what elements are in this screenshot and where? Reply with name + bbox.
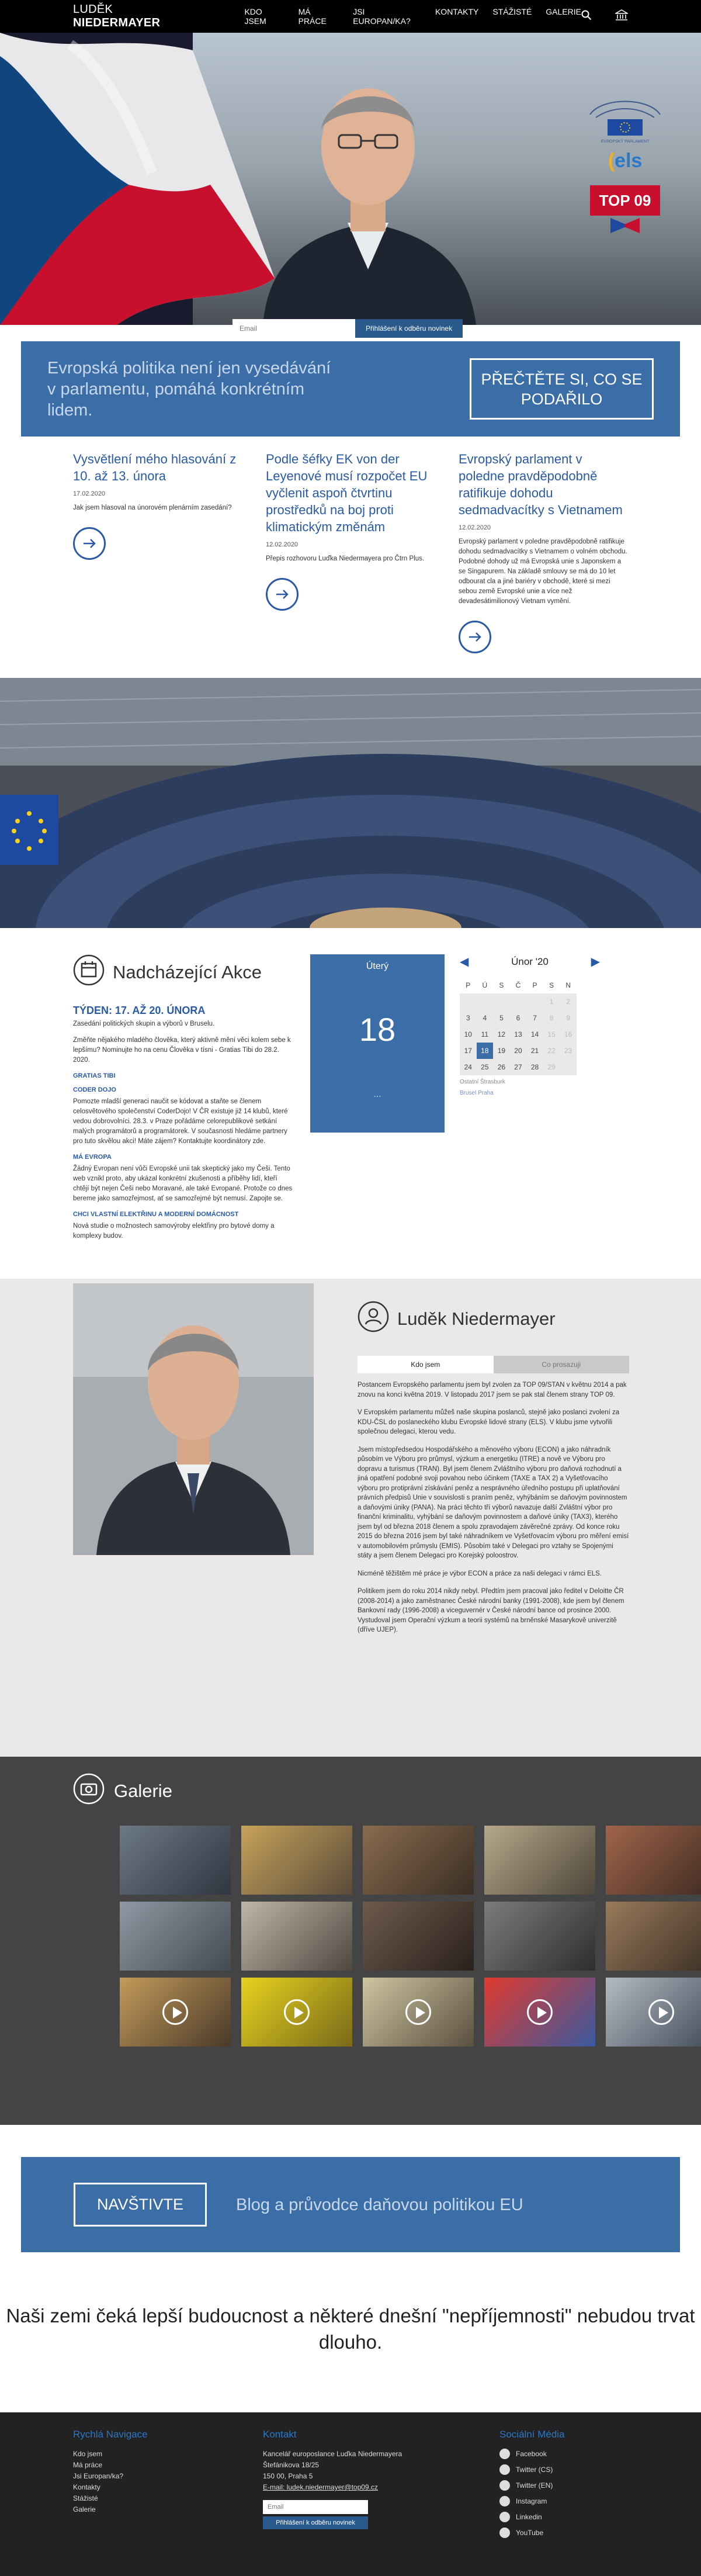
twitter-icon — [499, 2480, 510, 2491]
social-label: Instagram — [516, 2497, 547, 2505]
calendar-day[interactable]: 20 — [510, 1043, 527, 1059]
event-text-gratias: Změňte nějakého mladého člověka, který aktivně mění věci kolem sebe k lepšímu? Nominujte ho na cenu Člověka v tísni - Gratias Tibi do 28.2. 2020. — [73, 1037, 291, 1064]
contact-email[interactable]: E-mail: ludek.niedermayer@top09.cz — [263, 2483, 378, 2491]
european-parliament-logo — [578, 91, 672, 144]
social-facebook[interactable] — [499, 2449, 565, 2459]
menu-item-europan[interactable]: JSI EUROPAN/KA? — [353, 7, 411, 26]
footer-link[interactable]: Kontakty — [73, 2483, 100, 2491]
event-text-elektrina: Nová studie o možnostech samovýroby elektřiny pro bytové domy a komplexy budov. — [73, 1223, 275, 1239]
gallery-thumbnail[interactable] — [363, 1826, 474, 1895]
read-more-button[interactable]: PŘEČTĚTE SI, CO SE PODAŘILO — [470, 358, 654, 420]
menu-item-kontakty[interactable]: KONTAKTY — [435, 7, 479, 16]
calendar-day[interactable]: 15 — [543, 1026, 560, 1043]
hero-portrait — [245, 47, 491, 325]
calendar-day[interactable]: 14 — [526, 1026, 543, 1043]
calendar-day — [510, 993, 527, 1010]
calendar-next-icon[interactable]: ▶ — [591, 955, 600, 968]
calendar-day[interactable]: 10 — [460, 1026, 477, 1043]
els-logo: (els — [608, 150, 643, 172]
gallery-thumbnail[interactable] — [484, 1902, 595, 1971]
footer-link[interactable]: Má práce — [73, 2461, 103, 2469]
ep-label: EVROPSKÝ PARLAMENT — [601, 140, 650, 144]
menu-item-staziste[interactable]: STÁŽISTÉ — [492, 7, 532, 16]
event-calendar — [460, 954, 600, 1241]
news-excerpt: Jak jsem hlasoval na únorovém plenárním zasedání? — [73, 504, 232, 511]
about-paragraph: Postancem Evropského parlamentu jsem byl zvolen za TOP 09/STAN v květnu 2014 a pak znovu na konci května 2019. V listopadu 2017 jsem se pak stal členem strany TOP 09. — [358, 1382, 627, 1398]
gallery-thumbnail[interactable] — [120, 1902, 231, 1971]
news-excerpt: Přepis rozhovoru Luďka Niedermayera pro Čtrn Plus. — [266, 555, 425, 562]
about-section — [0, 1279, 701, 1757]
arrow-right-icon[interactable] — [266, 578, 299, 611]
calendar-icon — [73, 954, 105, 991]
events-heading — [73, 954, 295, 991]
gallery-video-thumbnail[interactable] — [484, 1978, 595, 2047]
camera-icon — [73, 1773, 105, 1809]
about-portrait — [73, 1283, 314, 1555]
achievements-banner — [21, 341, 680, 437]
social-label: YouTube — [516, 2529, 544, 2537]
calendar-day[interactable]: 9 — [560, 1010, 577, 1026]
about-tabs — [358, 1356, 629, 1373]
calendar-day[interactable]: 29 — [543, 1059, 560, 1075]
tab-kdo-jsem[interactable]: Kdo jsem — [358, 1356, 494, 1373]
gallery-thumbnail[interactable] — [606, 1902, 701, 1971]
calendar-day[interactable]: 13 — [510, 1026, 527, 1043]
els-label: els — [615, 150, 643, 172]
social-instagram[interactable] — [499, 2496, 565, 2506]
gallery-thumbnail[interactable] — [120, 1826, 231, 1895]
about-content — [358, 1301, 629, 1635]
play-icon[interactable] — [284, 1999, 310, 2025]
calendar-day[interactable]: 6 — [510, 1010, 527, 1026]
news-date: 12.02.2020 — [459, 524, 491, 531]
instagram-icon — [499, 2496, 510, 2506]
weekday-header: S — [549, 981, 554, 989]
about-paragraph: Nicméně těžištěm mé práce je výbor ECON a práce za naši delegaci v rámci ELS. — [358, 1570, 602, 1577]
calendar-day[interactable]: 8 — [543, 1010, 560, 1026]
calendar-grid — [460, 977, 577, 1075]
social-label: Twitter (EN) — [516, 2481, 553, 2490]
calendar-day[interactable]: 28 — [526, 1059, 543, 1075]
social-twitter-cs[interactable] — [499, 2464, 565, 2475]
footer-quick-nav — [73, 2429, 148, 2515]
about-title: Luděk Niedermayer — [397, 1308, 556, 1329]
event-text-ma-evropa: Žádný Evropan není vůči Evropské unii tak skeptický jako my Češi. Tento web vznikl proto, aby ukázal konkrétní zkušenosti a příběhy lidí, kteří chtějí být nejen Češi nebo Moravané, ale také Evropané. Protože co dnes bereme jako samozřejmost, ať se samozřejmé být nemusí. Zapojte se. — [73, 1165, 293, 1202]
play-icon[interactable] — [405, 1999, 431, 2025]
calendar-day — [560, 1059, 577, 1075]
more-events-dots[interactable]: ... — [373, 1089, 381, 1099]
search-icon[interactable] — [581, 10, 592, 23]
top09-bow-icon — [610, 218, 640, 233]
events-week: TÝDEN: 17. AŽ 20. ÚNORA — [73, 1005, 206, 1016]
contact-street: Štefánikova 18/25 — [263, 2461, 320, 2469]
news-title[interactable]: Evropský parlament v poledne pravděpodobně ratifikuje dohodu sedmadvacítky s Vietnamem — [459, 452, 623, 517]
selected-day-number: 18 — [359, 1011, 396, 1048]
social-label: Facebook — [516, 2450, 547, 2458]
banner-text: Evropská politika není jen vysedávání v parlamentu, pomáhá konkrétním lidem. — [47, 358, 331, 420]
news-item — [73, 451, 242, 653]
calendar-day[interactable]: 2 — [560, 993, 577, 1010]
contact-office: Kancelář europoslance Luďka Niedermayera — [263, 2450, 402, 2458]
footer-contact — [263, 2429, 402, 2529]
weekday-header: S — [499, 981, 504, 989]
about-paragraph: V Evropském parlamentu můžeš naše skupina poslanců, stejně jako poslanci zvolení za KDU-ČSL do poslaneckého klubu Evropské lidové strany (ELS). V klubu jsme vytvořili společnou delegaci, kterou vedu. — [358, 1409, 620, 1435]
footer-link[interactable]: Jsi Europan/ka? — [73, 2472, 124, 2480]
gallery-video-thumbnail[interactable] — [241, 1978, 352, 2047]
social-label: Linkedin — [516, 2513, 542, 2521]
gallery-thumbnail[interactable] — [484, 1826, 595, 1895]
calendar-day[interactable]: 3 — [460, 1010, 477, 1026]
event-text-coderdojo: Pomozte mladší generaci naučit se kódovat a staňte se členem celosvětového společenství CoderDojo! V ČR existuje již 14 klubů, které vedou dobrovolníci. 28.3. v Praze pořádáme celorepublikové setkání malých programátorů a programátorek. V současnosti hledáme partnery pro tuto skvělou akci! Máte zájem? Kontaktujte koordinátory zde. — [73, 1098, 288, 1145]
calendar-day — [460, 993, 477, 1010]
calendar-day[interactable]: 1 — [543, 993, 560, 1010]
footer-social-title: Sociální Média — [499, 2429, 565, 2440]
events-subtitle: Zasedání politických skupin a výborů v Bruselu. — [73, 1020, 215, 1027]
site-logo[interactable] — [73, 3, 200, 30]
facebook-icon — [499, 2449, 510, 2459]
calendar-day[interactable]: 5 — [493, 1010, 510, 1026]
calendar-day-selected[interactable]: 18 — [477, 1043, 494, 1059]
gallery-thumbnail[interactable] — [363, 1902, 474, 1971]
parliament-hemicycle-image — [0, 678, 701, 928]
news-date: 12.02.2020 — [266, 541, 299, 548]
main-menu — [244, 7, 581, 26]
logo-first-name: LUDĚK — [73, 3, 113, 16]
news-section — [0, 451, 701, 653]
menu-item-galerie[interactable]: GALERIE — [546, 7, 581, 16]
blog-banner-text: Blog a průvodce daňovou politikou EU — [236, 2195, 523, 2214]
calendar-day — [493, 993, 510, 1010]
social-label: Twitter (CS) — [516, 2466, 553, 2474]
gallery-video-thumbnail[interactable] — [363, 1978, 474, 2047]
footer-subscribe-button[interactable]: Přihlášení k odběru novinek — [263, 2516, 368, 2529]
tab-co-prosazuji[interactable]: Co prosazuji — [494, 1356, 630, 1373]
hero-subscribe-form — [232, 319, 463, 338]
footer-social — [499, 2429, 565, 2538]
calendar-legend-2: Brusel Praha — [460, 1090, 494, 1096]
calendar-day[interactable]: 7 — [526, 1010, 543, 1026]
contact-city: 150 00, Praha 5 — [263, 2472, 313, 2480]
gallery-video-thumbnail[interactable] — [606, 1978, 701, 2047]
calendar-day[interactable]: 19 — [493, 1043, 510, 1059]
social-twitter-en[interactable] — [499, 2480, 565, 2491]
calendar-day — [526, 993, 543, 1010]
news-date: 17.02.2020 — [73, 490, 106, 497]
event-label-coderdojo[interactable]: CODER DOJO — [73, 1086, 116, 1093]
weekday-header: Č — [515, 981, 521, 989]
footer-email-input[interactable] — [263, 2500, 368, 2514]
person-icon — [358, 1301, 389, 1337]
play-icon[interactable] — [648, 1999, 674, 2025]
visit-blog-button[interactable]: NAVŠTIVTE — [74, 2183, 207, 2227]
calendar-day[interactable]: 17 — [460, 1043, 477, 1059]
footer-link[interactable]: Galerie — [73, 2505, 96, 2513]
selected-day-panel — [310, 954, 445, 1133]
calendar-day[interactable]: 22 — [543, 1043, 560, 1059]
social-youtube[interactable] — [499, 2527, 565, 2538]
calendar-day[interactable]: 11 — [477, 1026, 494, 1043]
calendar-day[interactable]: 26 — [493, 1059, 510, 1075]
play-icon[interactable] — [527, 1999, 553, 2025]
events-title: Nadcházející Akce — [113, 962, 262, 982]
calendar-legend-1: Ostatní Štrasburk — [460, 1079, 505, 1085]
footer-contact-title: Kontakt — [263, 2429, 297, 2440]
weekday-header: Ú — [482, 981, 488, 989]
calendar-prev-icon[interactable]: ◀ — [460, 955, 469, 968]
weekday-header: P — [466, 981, 471, 989]
calendar-day[interactable]: 27 — [510, 1059, 527, 1075]
hero-subscribe-button[interactable]: Přihlášení k odběru novinek — [355, 319, 463, 338]
gallery-thumbnail[interactable] — [241, 1826, 352, 1895]
youtube-icon — [499, 2527, 510, 2538]
calendar-day[interactable]: 23 — [560, 1043, 577, 1059]
gallery-section — [0, 1757, 701, 2125]
gallery-grid — [120, 1826, 605, 2047]
arrow-right-icon[interactable] — [73, 527, 106, 560]
calendar-month: Únor '20 — [511, 955, 549, 967]
selected-day-name: Úterý — [366, 961, 389, 971]
partner-logos — [578, 91, 672, 233]
gallery-video-thumbnail[interactable] — [120, 1978, 231, 2047]
footer-link[interactable]: Stážisté — [73, 2494, 98, 2502]
logo-last-name: NIEDERMAYER — [73, 16, 161, 29]
news-title[interactable]: Podle šéfky EK von der Leyenové musí rozpočet EU vyčlenit aspoň čtvrtinu prostředků na boj proti klimatickým změnám — [266, 452, 428, 534]
calendar-day[interactable]: 12 — [493, 1026, 510, 1043]
calendar-day[interactable]: 21 — [526, 1043, 543, 1059]
event-label-ma-evropa[interactable]: MÁ EVROPA — [73, 1154, 112, 1161]
news-item — [459, 451, 628, 653]
events-section — [0, 954, 701, 1241]
weekday-header: P — [532, 981, 537, 989]
top09-logo: TOP 09 — [590, 185, 660, 216]
news-title[interactable]: Vysvětlení mého hlasování z 10. až 13. února — [73, 452, 237, 483]
arrow-right-icon[interactable] — [459, 621, 491, 653]
events-list — [73, 954, 295, 1241]
gallery-thumbnail[interactable] — [606, 1826, 701, 1895]
quote-text: Naši zemi čeká lepší budoucnost a některé dnešní "nepříjemnosti" nebudou trvat dlouho. — [6, 2305, 695, 2353]
calendar-day — [477, 993, 494, 1010]
footer-link[interactable]: Kdo jsem — [73, 2450, 103, 2458]
about-paragraph: Jsem místopředsedou Hospodářského a měnového výboru (ECON) a jako náhradník působím ve Výboru pro průmysl, výzkum a energetiku (ITRE) a nově ve Výboru pro dopravu a turismus (TRAN). Byl jsem členem Zvláštního výboru pro daňová rozhodnutí a jiná opatření podobné svoji povahou nebo účinkem (TAXE a TAX 2) a Vyšetřovacího výboru pro protiprávní získávání peněz a nesprávného úředního postupu při uplatňování právních předpisů Unie v souvislosti s praním peněz, vyhýbáním se daňovým povinnostem a daňovými úniky (PANA). Na práci těchto tří výborů navazuje další Zvláštní výbor pro finanční kriminalitu, vyhýbání se daňovým povinnostem a daňové úniky (TAX3), kterého jsem byl od března 2018 členem a spolu zpravodajem závěrečné zprávy. Od konce roku 2015 do března 2016 jsem byl také náhradníkem ve Vyšetřovacím výboru pro měření emisí v automobilovém průmyslu (EMIS). Působím také v Delegaci pro vztahy se Spojenými státy a jsem členem Delegaci pro Korejský poloostrov. — [358, 1446, 629, 1559]
calendar-day[interactable]: 4 — [477, 1010, 494, 1026]
twitter-icon — [499, 2464, 510, 2475]
eu-building-icon[interactable] — [615, 9, 628, 23]
calendar-day[interactable]: 16 — [560, 1026, 577, 1043]
menu-item-kdo-jsem[interactable]: KDO JSEM — [244, 7, 266, 26]
calendar-day[interactable]: 25 — [477, 1059, 494, 1075]
social-linkedin[interactable] — [499, 2512, 565, 2522]
site-footer — [0, 2412, 701, 2576]
calendar-day[interactable]: 24 — [460, 1059, 477, 1075]
blog-banner — [21, 2157, 680, 2252]
closing-quote — [0, 2303, 701, 2355]
top-navigation — [0, 0, 701, 33]
play-icon[interactable] — [162, 1999, 188, 2025]
footer-nav-title: Rychlá Navigace — [73, 2429, 148, 2440]
weekday-header: N — [565, 981, 571, 989]
event-label-gratias[interactable]: GRATIAS TIBI — [73, 1072, 116, 1079]
hero-email-input[interactable] — [232, 319, 355, 338]
about-paragraph: Politikem jsem do roku 2014 nikdy nebyl. Předtím jsem pracoval jako ředitel v Deloitte ČR (2008-2014) a jako zaměstnanec České národní banky (1991-2008), kde jsem byl členem Bankovní rady (1996-2008) a viceguvernér v České národní bance od prosince 2000. Vystudoval jsem Operační výzkum a teorii systémů na brněnské Masarykově univerzitě (dříve UJEP). — [358, 1588, 624, 1633]
event-label-elektrina[interactable]: CHCI VLASTNÍ ELEKTŘINU A MODERNÍ DOMÁCNOST — [73, 1211, 239, 1218]
linkedin-icon — [499, 2512, 510, 2522]
gallery-title: Galerie — [114, 1781, 172, 1801]
news-item — [266, 451, 435, 653]
menu-item-ma-prace[interactable]: MÁ PRÁCE — [298, 7, 327, 26]
gallery-thumbnail[interactable] — [241, 1902, 352, 1971]
hero-section — [0, 33, 701, 333]
news-excerpt: Evropský parlament v poledne pravděpodobně ratifikuje dohodu sedmadvacítky s Vietnamem o volném obchodu. Podobné dohody už má Evropská unie s Japonskem a se Singapurem. Na základě smlouvy se má do 10 let odbourat cla a jiné bariéry v obchodě, které si mezi sebou země Evropské unie a více než devadesátimilionový Vietnam vymění. — [459, 538, 627, 605]
